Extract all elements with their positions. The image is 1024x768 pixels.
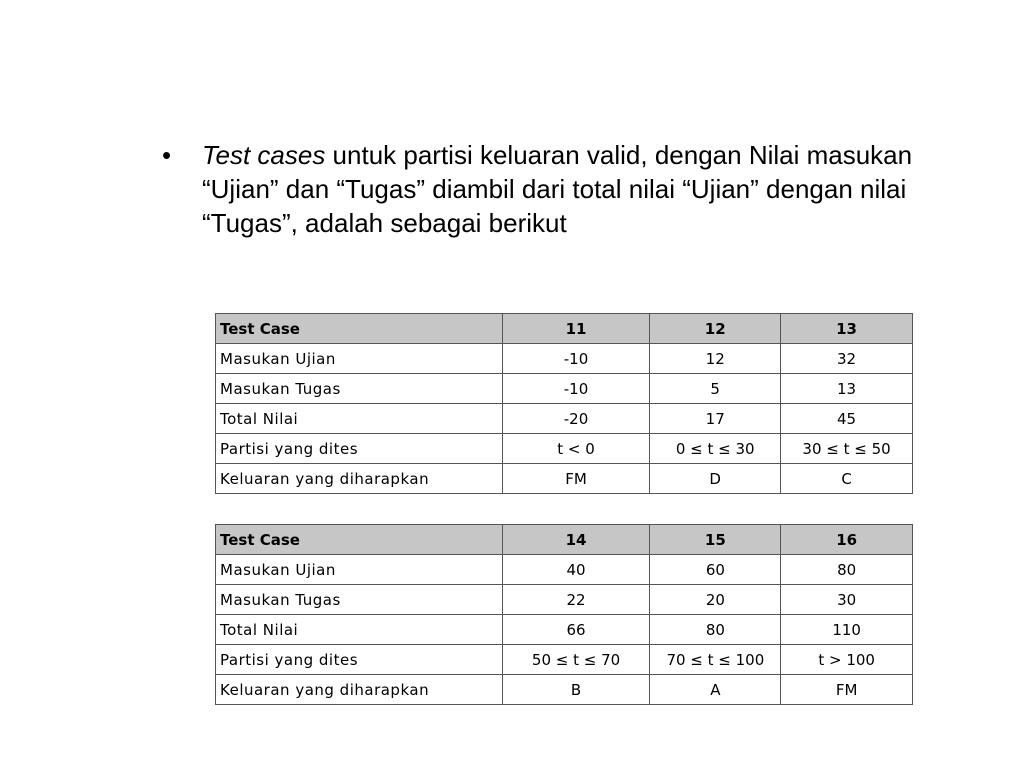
test-case-table-2 [215,524,913,705]
table-cell: 30 [781,585,913,615]
row-label: Keluaran yang diharapkan [216,675,503,705]
row-label: Keluaran yang diharapkan [216,464,503,494]
table-cell: t < 0 [502,434,650,464]
table-header-row [216,314,913,344]
table-cell: 0 ≤ t ≤ 30 [650,434,781,464]
table-cell: 50 ≤ t ≤ 70 [502,645,650,675]
table-cell: 12 [650,344,781,374]
bullet-italic-lead: Test cases [202,140,326,170]
table-row [216,434,913,464]
table-cell: FM [502,464,650,494]
table-cell: 66 [502,615,650,645]
table-cell: -10 [502,374,650,404]
table-row [216,464,913,494]
row-label: Partisi yang dites [216,434,503,464]
table-cell: 60 [650,555,781,585]
row-label: Masukan Tugas [216,585,503,615]
table-row [216,555,913,585]
table-cell: 22 [502,585,650,615]
table-cell: 110 [781,615,913,645]
table-cell: FM [781,675,913,705]
header-cell-case-15: 15 [650,525,781,555]
row-label: Partisi yang dites [216,645,503,675]
row-label: Masukan Ujian [216,555,503,585]
table-cell: A [650,675,781,705]
table-cell: 45 [781,404,913,434]
row-label: Total Nilai [216,404,503,434]
table-header-row [216,525,913,555]
table-cell: 20 [650,585,781,615]
row-label: Masukan Tugas [216,374,503,404]
table-row [216,615,913,645]
table-row [216,675,913,705]
table-cell: 80 [781,555,913,585]
table-cell: t > 100 [781,645,913,675]
table-cell: 5 [650,374,781,404]
table-cell: 80 [650,615,781,645]
table-row [216,344,913,374]
header-cell-test-case: Test Case [216,525,503,555]
table-cell: -20 [502,404,650,434]
table-row [216,404,913,434]
test-case-table-1 [215,313,913,494]
header-cell-case-16: 16 [781,525,913,555]
bullet-dot: • [162,140,172,170]
table-row [216,645,913,675]
table-cell: 17 [650,404,781,434]
table-row [216,585,913,615]
table-row [216,374,913,404]
header-cell-case-12: 12 [650,314,781,344]
table-cell: C [781,464,913,494]
table-cell: 40 [502,555,650,585]
table-cell: D [650,464,781,494]
header-cell-case-13: 13 [781,314,913,344]
table-cell: 30 ≤ t ≤ 50 [781,434,913,464]
row-label: Masukan Ujian [216,344,503,374]
table-cell: -10 [502,344,650,374]
row-label: Total Nilai [216,615,503,645]
table-cell: 70 ≤ t ≤ 100 [650,645,781,675]
header-cell-case-14: 14 [502,525,650,555]
table-cell: 13 [781,374,913,404]
table-cell: 32 [781,344,913,374]
bullet-text [202,138,942,240]
table-cell: B [502,675,650,705]
header-cell-test-case: Test Case [216,314,503,344]
bullet-body: untuk partisi keluaran valid, dengan Nilai masukan “Ujian” dan “Tugas” diambil dari total nilai “Ujian” dengan nilai “Tugas”, adalah sebagai berikut [202,140,913,238]
header-cell-case-11: 11 [502,314,650,344]
